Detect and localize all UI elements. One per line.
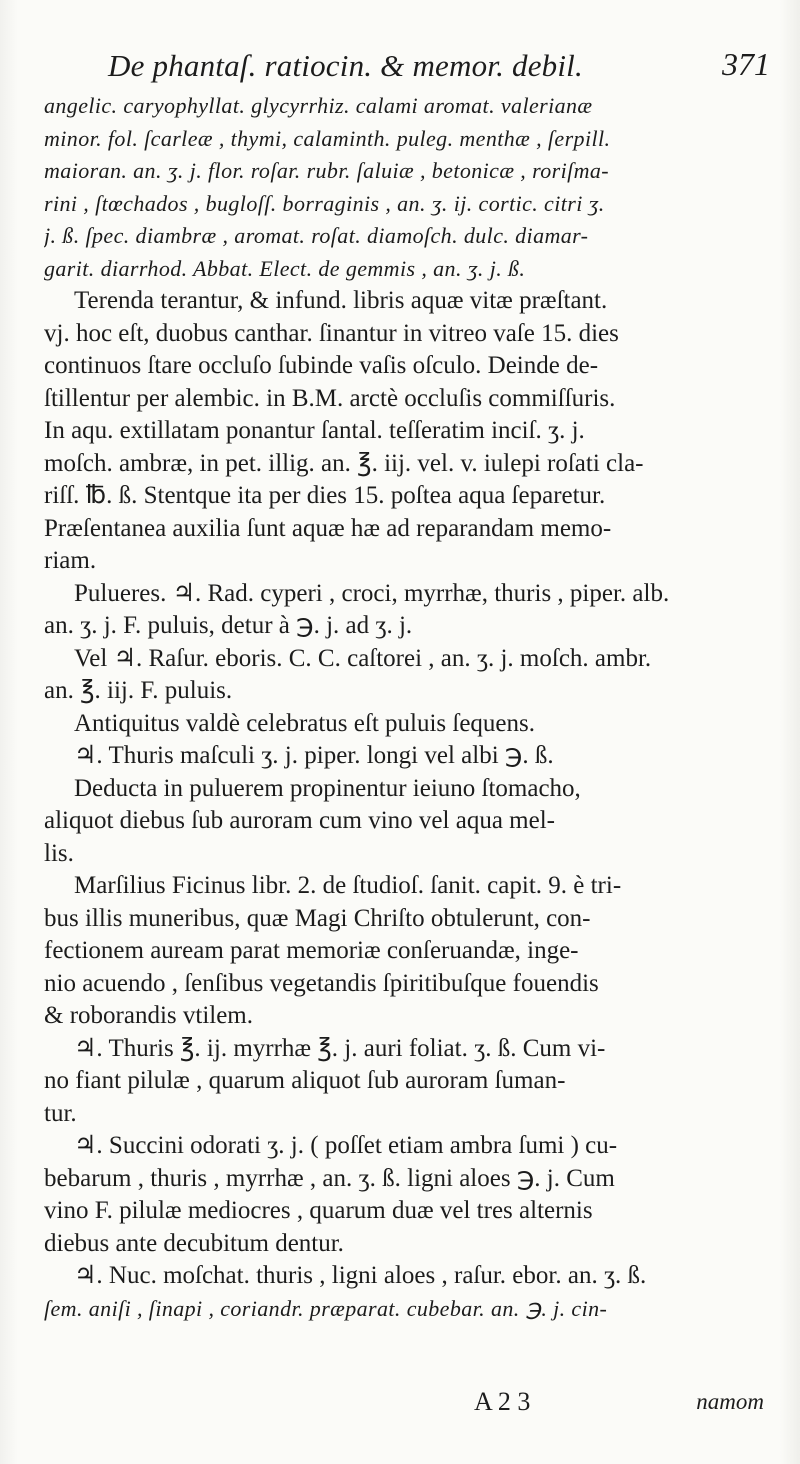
text-line: bus illis muneribus, quæ Magi Chriſto obtulerunt, con-	[44, 904, 591, 932]
text-line: angelic. caryophyllat. glycyrrhiz. calami aromat. valerianæ	[44, 93, 593, 118]
text-line: nio acuendo , ſenſibus vegetandis ſpiritibuſque fouendis	[44, 969, 599, 997]
text-line: riſſ. ℔. ß. Stentque ita per dies 15. poſtea aqua ſeparetur.	[44, 482, 606, 509]
text-line: an. ʒ. j. F. puluis, detur à ℈. j. ad ʒ. j.	[44, 612, 413, 639]
text-line: ♃. Nuc. moſchat. thuris , ligni aloes , raſur. ebor. an. ʒ. ß.	[74, 1262, 647, 1289]
text-line: tur.	[44, 1099, 77, 1127]
text-line: Præſentanea auxilia ſunt aquæ hæ ad reparandam memo-	[44, 514, 612, 542]
text-line: In aqu. extillatam ponantur ſantal. teſſeratim inciſ. ʒ. j.	[44, 417, 585, 444]
text-line: riam.	[44, 547, 97, 574]
text-line: continuos ſtare occluſo ſubinde vaſis oſculo. Deinde de-	[44, 352, 599, 379]
text-line: & roborandis vtilem.	[44, 1002, 253, 1029]
text-line: minor. fol. ſcarleæ , thymi, calaminth. puleg. menthæ , ſerpill.	[44, 125, 611, 151]
signature-mark: A 2 3	[474, 1387, 531, 1416]
text-line: garit. diarrhod. Abbat. Elect. de gemmis , an. ʒ. j. ß.	[44, 255, 526, 281]
text-line: j. ß. ſpec. diambræ , aromat. roſat. diamoſch. dulc. diamar-	[44, 223, 589, 248]
text-line: no fiant pilulæ , quarum aliquot ſub auroram ſuman-	[44, 1067, 566, 1094]
page-number: 371	[722, 46, 770, 82]
text-line: fectionem auream parat memoriæ conſeruandæ, inge-	[44, 937, 579, 964]
body-text	[44, 90, 764, 1325]
text-line: ♃. Succini odorati ʒ. j. ( poſſet etiam ambra ſumi ) cu-	[74, 1132, 618, 1159]
text-line: ♃. Thuris maſculi ʒ. j. piper. longi vel albi ℈. ß.	[74, 742, 554, 769]
page-footer	[0, 1385, 764, 1425]
text-line: moſch. ambræ, in pet. illig. an. ℥. iij. vel. v. iulepi roſati cla-	[44, 449, 644, 477]
text-line: rini , ſtœchados , bugloſſ. borraginis , an. ʒ. ij. cortic. citri ʒ.	[44, 190, 605, 216]
text-line: ſem. aniſi , ſinapi , coriandr. præparat. cubebar. an. ℈. j. cin-	[44, 1295, 608, 1321]
page-header	[108, 44, 770, 94]
text-line: bebarum , thuris , myrrhæ , an. ʒ. ß. ligni aloes ℈. j. Cum	[44, 1164, 615, 1192]
text-line: lis.	[44, 839, 74, 867]
text-line: Deducta in puluerem propinentur ieiuno ſtomacho,	[74, 774, 581, 802]
text-line: Vel ♃. Raſur. eboris. C. C. caſtorei , an. ʒ. j. moſch. ambr.	[74, 644, 652, 672]
running-head: De phantaſ. ratiocin. & memor. debil.	[108, 48, 583, 83]
text-line: Marſilius Ficinus libr. 2. de ſtudioſ. ſanit. capit. 9. è tri-	[74, 872, 622, 899]
text-line: ſtillentur per alembic. in B.M. arctè occluſis commiſſuris.	[44, 384, 616, 412]
text-line: vino F. pilulæ mediocres , quarum duæ vel tres alternis	[44, 1197, 593, 1224]
text-line: an. ℥. iij. F. puluis.	[44, 677, 233, 704]
text-line: maioran. an. ʒ. j. flor. roſar. rubr. ſaluiæ , betonicæ , roriſma-	[44, 158, 610, 183]
catchword: namom	[696, 1389, 764, 1414]
text-line: diebus ante decubitum dentur.	[44, 1229, 344, 1257]
text-line: Terenda terantur, & infund. libris aquæ vitæ præſtant.	[74, 287, 608, 314]
text-line: Antiquitus valdè celebratus eſt puluis ſequens.	[74, 709, 536, 737]
text-line: vj. hoc eſt, duobus canthar. ſinantur in vitreo vaſe 15. dies	[44, 319, 619, 347]
text-line: ♃. Thuris ℥. ij. myrrhæ ℥. j. auri foliat. ʒ. ß. Cum vi-	[74, 1034, 606, 1062]
text-line: Pulueres. ♃. Rad. cyperi , croci, myrrhæ, thuris , piper. alb.	[74, 579, 670, 607]
text-line: aliquot diebus ſub auroram cum vino vel aqua mel-	[44, 807, 555, 834]
